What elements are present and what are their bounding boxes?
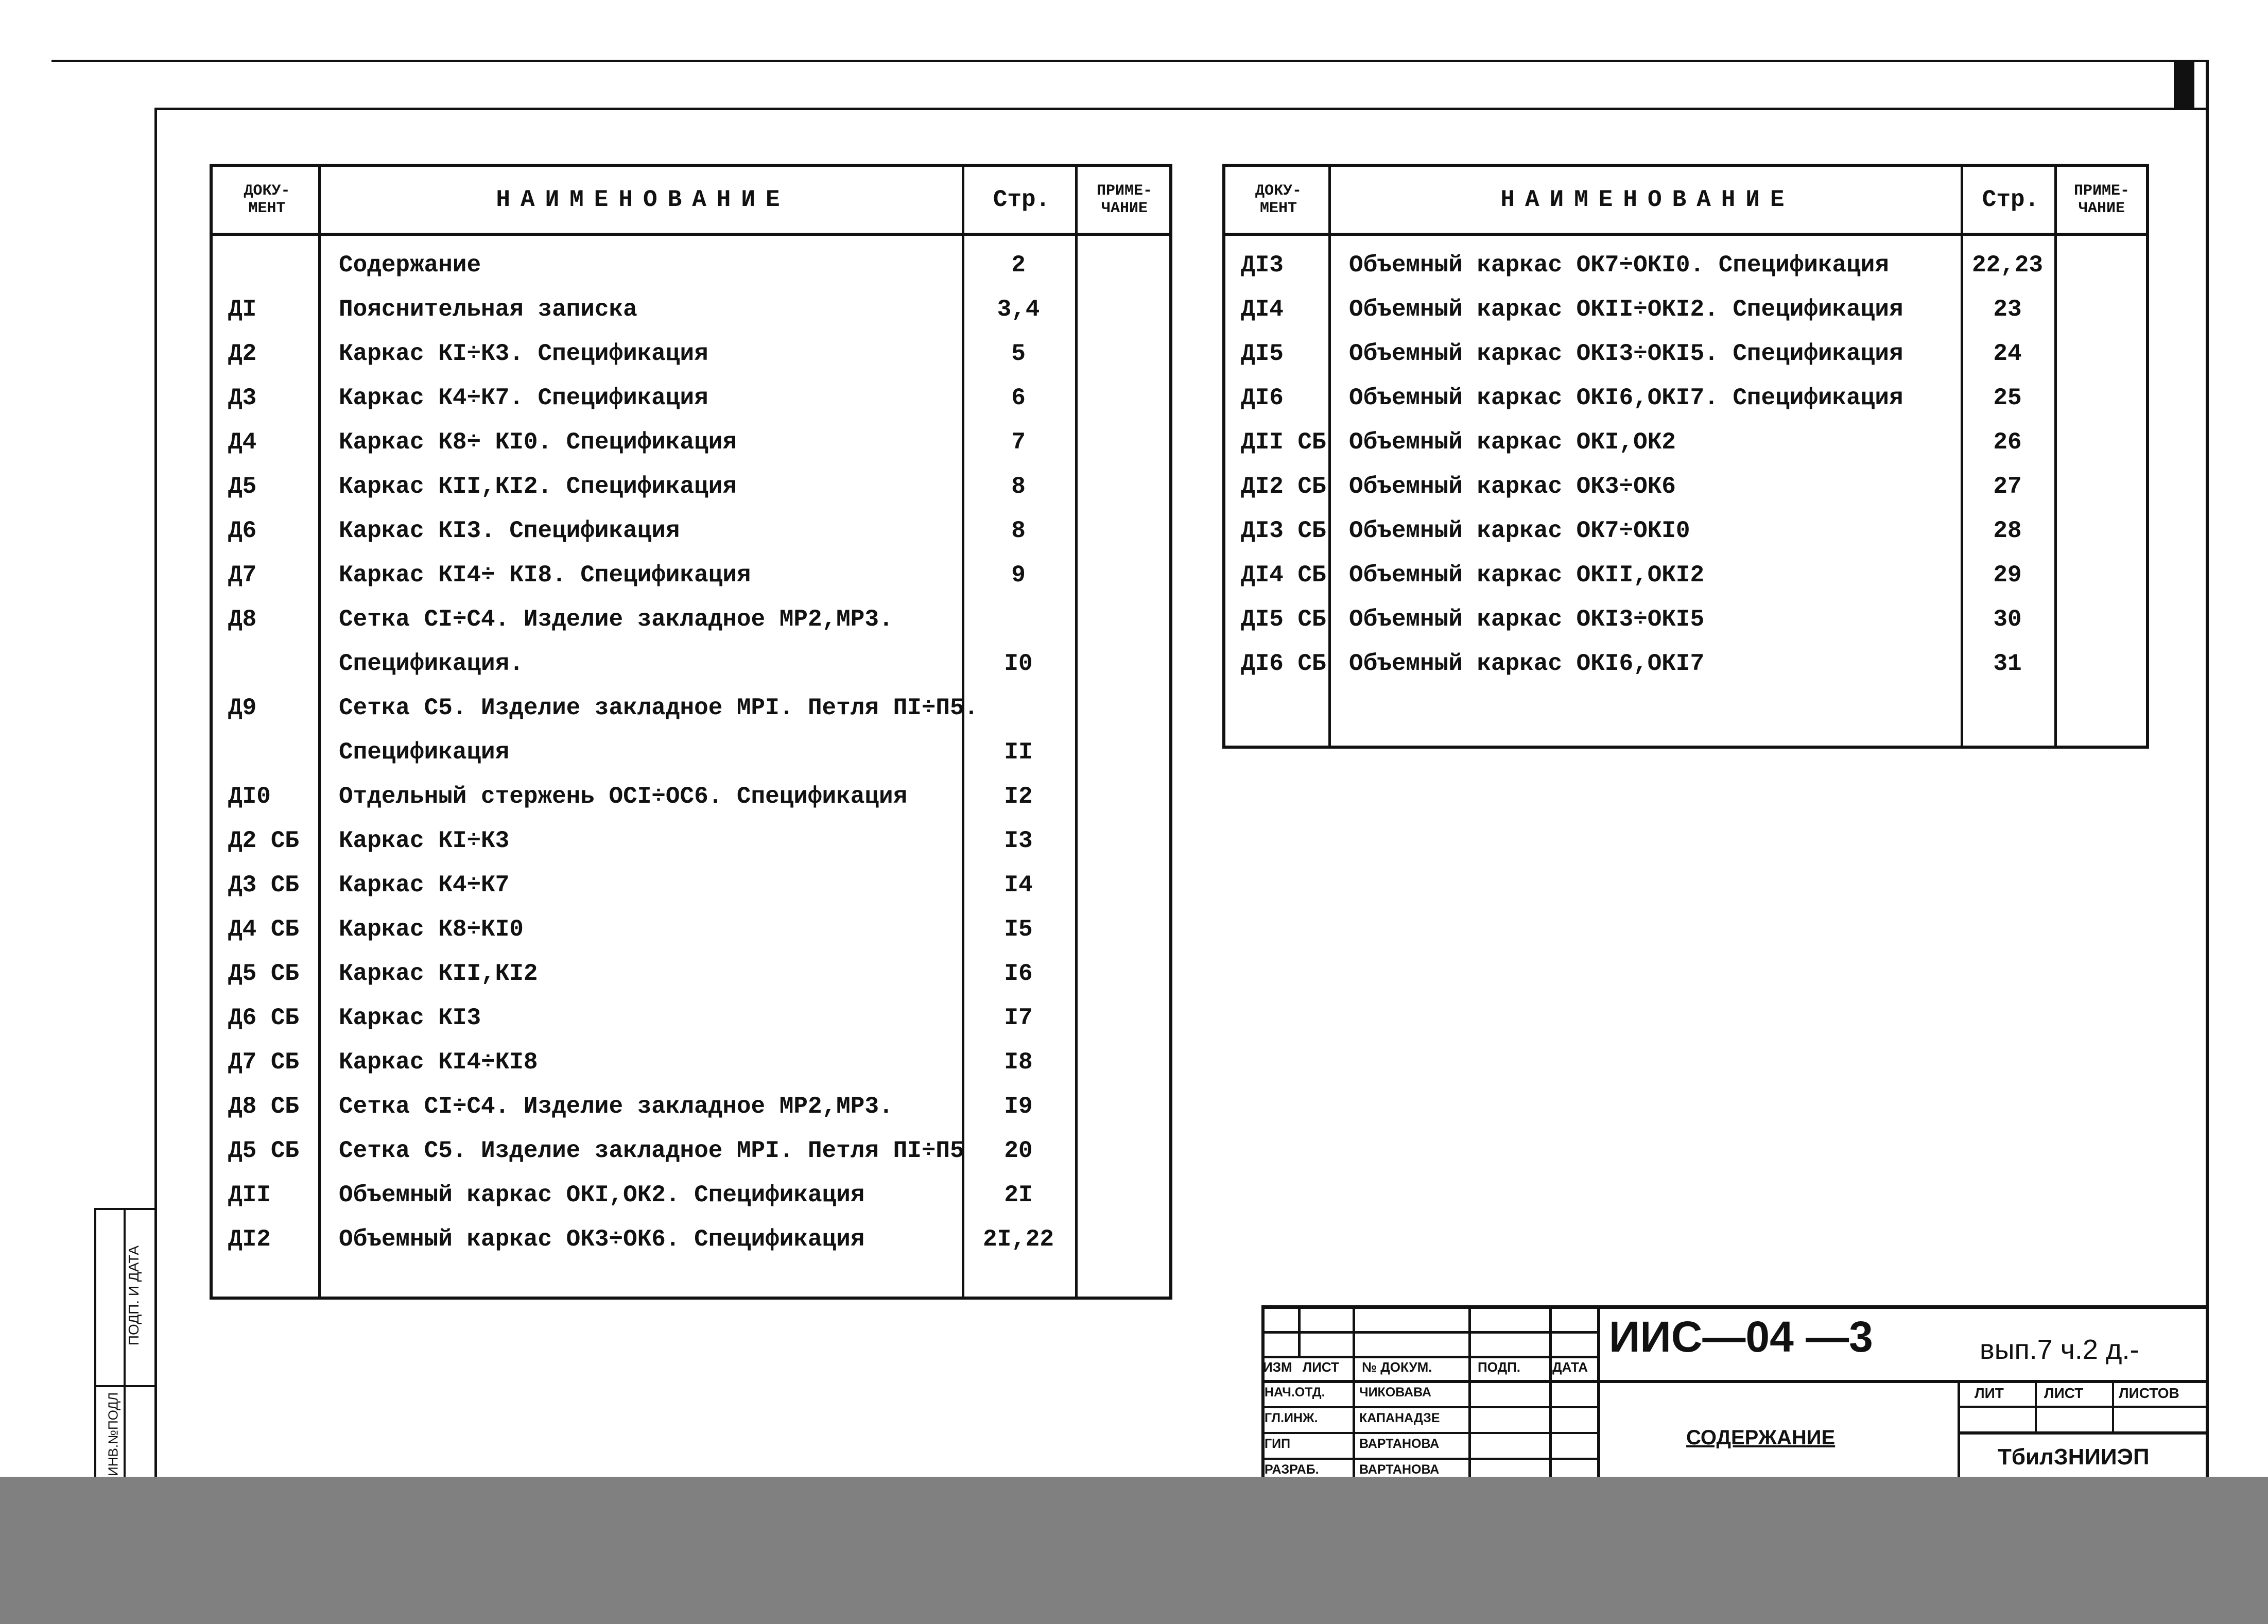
frame-corner-mark: [2174, 61, 2194, 109]
doc-cell: ДI6 СБ: [1241, 650, 1326, 677]
header-page: Стр.: [993, 186, 1050, 213]
name-cell: Объемный каркас ОКII,ОКI2: [1349, 562, 1705, 589]
doc-cell: Д6: [228, 517, 257, 544]
role-label: РАЗРАБ.: [1265, 1462, 1319, 1477]
doc-cell: ДII СБ: [1241, 429, 1326, 456]
table-header: [213, 167, 1169, 236]
table-row: [1225, 642, 2146, 686]
page-cell: 7: [1011, 429, 1026, 456]
frame-inner-top-line: [154, 108, 2209, 110]
page-cell: 20: [1004, 1137, 1033, 1164]
page-cell: I4: [1004, 872, 1033, 899]
doc-cell: Д5 СБ: [228, 1137, 300, 1164]
name-cell: Каркас К4÷К7: [339, 872, 510, 899]
page-cell: I2: [1004, 783, 1033, 810]
page-cell: I6: [1004, 960, 1033, 987]
table-row: [213, 730, 1169, 774]
table-row: [1225, 243, 2146, 287]
page-cell: 5: [1011, 340, 1026, 367]
table-row: [1225, 287, 2146, 332]
role-label: НАЧ.ОТД.: [1265, 1385, 1325, 1400]
table-header: [1225, 167, 2146, 236]
name-cell: Каркас КII,КI2. Спецификация: [339, 473, 737, 500]
label-sheets: ЛИСТОВ: [2119, 1385, 2179, 1401]
name-cell: Спецификация.: [339, 650, 524, 677]
page-cell: 31: [1993, 650, 2022, 677]
document-code: ИИС—04 —3: [1609, 1312, 1873, 1361]
doc-cell: ДII: [228, 1182, 271, 1208]
doc-cell: Д3: [228, 385, 257, 411]
name-cell: Сетка С5. Изделие закладное МРI. Петля ПI÷П5: [339, 1137, 964, 1164]
doc-cell: ДI5 СБ: [1241, 606, 1326, 633]
doc-cell: ДI: [228, 296, 257, 323]
table-row: [213, 1217, 1169, 1262]
page-cell: II: [1004, 739, 1033, 766]
page-cell: I8: [1004, 1049, 1033, 1076]
doc-cell: ДI2: [228, 1226, 271, 1253]
doc-cell: ДI4: [1241, 296, 1284, 323]
doc-cell: Д3 СБ: [228, 872, 300, 899]
page-cell: I3: [1004, 827, 1033, 854]
role-label: ГИП: [1265, 1437, 1291, 1451]
scan-border-band: [0, 1477, 2268, 1624]
header-note: ПРИМЕ-ЧАНИЕ: [1096, 182, 1153, 217]
page-cell: I7: [1004, 1005, 1033, 1031]
name-cell: Объемный каркас ОК3÷ОК6. Спецификация: [339, 1226, 865, 1253]
frame-right-line: [2206, 60, 2209, 1308]
doc-cell: Д8 СБ: [228, 1093, 300, 1120]
name-cell: Объемный каркас ОКI,ОК2: [1349, 429, 1676, 456]
doc-cell: ДI0: [228, 783, 271, 810]
doc-cell: Д4: [228, 429, 257, 456]
name-cell: Сетка СI÷С4. Изделие закладное МР2,МР3.: [339, 606, 893, 633]
name-cell: Каркас К4÷К7. Спецификация: [339, 385, 708, 411]
header-page: Стр.: [1982, 186, 2039, 213]
page-cell: 8: [1011, 473, 1026, 500]
table-row: [213, 509, 1169, 553]
name-cell: Каркас КI4÷КI8: [339, 1049, 538, 1076]
page-cell: I0: [1004, 650, 1033, 677]
name-cell: Объемный каркас ОКI6,ОКI7: [1349, 650, 1705, 677]
doc-cell: Д9: [228, 695, 257, 721]
table-row: [213, 553, 1169, 597]
page-cell: 3,4: [997, 296, 1040, 323]
name-cell: Каркас К8÷ КI0. Спецификация: [339, 429, 737, 456]
frame-left-line: [154, 108, 157, 1477]
doc-cell: Д7: [228, 562, 257, 589]
name-cell: Объемный каркас ОКI3÷ОКI5. Спецификация: [1349, 340, 1903, 367]
doc-cell: Д5 СБ: [228, 960, 300, 987]
page-cell: 28: [1993, 517, 2022, 544]
table-row: [213, 287, 1169, 332]
table-row: [213, 1084, 1169, 1129]
header-doc: ДОКУ-МЕНТ: [244, 182, 290, 217]
person-name: ЧИКОВАВА: [1359, 1385, 1431, 1400]
doc-cell: ДI2 СБ: [1241, 473, 1326, 500]
label-lit: ЛИТ: [1975, 1385, 2004, 1401]
page-cell: 27: [1993, 473, 2022, 500]
table-row: [213, 907, 1169, 952]
table-row: [213, 819, 1169, 863]
name-cell: Каркас КI3. Спецификация: [339, 517, 680, 544]
header-name: НАИМЕНОВАНИЕ: [496, 186, 790, 213]
table-row: [1225, 332, 2146, 376]
table-row: [213, 1129, 1169, 1173]
page-cell: 23: [1993, 296, 2022, 323]
role-label: ГЛ.ИНЖ.: [1265, 1411, 1318, 1425]
table-row: [213, 1173, 1169, 1217]
name-cell: Каркас КI÷К3. Спецификация: [339, 340, 708, 367]
table-row: [1225, 509, 2146, 553]
table-row: [213, 597, 1169, 642]
page-cell: 8: [1011, 517, 1026, 544]
table-row: [213, 686, 1169, 730]
table-row: [213, 332, 1169, 376]
doc-cell: Д5: [228, 473, 257, 500]
name-cell: Каркас КI4÷ КI8. Спецификация: [339, 562, 751, 589]
header-doc: ДОКУ-МЕНТ: [1255, 182, 1302, 217]
name-cell: Пояснительная записка: [339, 296, 637, 323]
table-row: [213, 376, 1169, 420]
name-cell: Сетка С5. Изделие закладное МРI. Петля ПI÷П5.: [339, 695, 979, 721]
contents-table-right: [1222, 164, 2149, 749]
doc-cell: Д6 СБ: [228, 1005, 300, 1031]
contents-table-left: [210, 164, 1172, 1300]
page-cell: 2I: [1004, 1182, 1033, 1208]
page-cell: 24: [1993, 340, 2022, 367]
doc-cell: Д2 СБ: [228, 827, 300, 854]
name-cell: Объемный каркас ОКI,ОК2. Спецификация: [339, 1182, 865, 1208]
doc-cell: Д4 СБ: [228, 916, 300, 943]
name-cell: Объемный каркас ОК7÷ОКI0: [1349, 517, 1690, 544]
doc-cell: ДI3: [1241, 252, 1284, 279]
person-name: ВАРТАНОВА: [1359, 1437, 1440, 1451]
header-note: ПРИМЕ-ЧАНИЕ: [2073, 182, 2130, 217]
doc-cell: ДI3 СБ: [1241, 517, 1326, 544]
label-izm: ИЗМ: [1263, 1359, 1292, 1375]
table-row: [213, 952, 1169, 996]
page-cell: 2: [1011, 252, 1026, 279]
table-row: [1225, 464, 2146, 509]
label-sign: ПОДП.: [1478, 1359, 1521, 1375]
table-row: [1225, 597, 2146, 642]
name-cell: Спецификация: [339, 739, 510, 766]
page-cell: 22,23: [1971, 252, 2044, 279]
stamp-inv-no: ИНВ.№ПОДЛ: [105, 1392, 121, 1476]
page-cell: 26: [1993, 429, 2022, 456]
name-cell: Отдельный стержень ОСI÷ОС6. Спецификация: [339, 783, 908, 810]
table-row: [1225, 420, 2146, 464]
frame-top-line: [51, 60, 2209, 62]
sheet-title: СОДЕРЖАНИЕ: [1686, 1426, 1836, 1449]
name-cell: Каркас КI3: [339, 1005, 481, 1031]
page-cell: I9: [1004, 1093, 1033, 1120]
page-cell: 9: [1011, 562, 1026, 589]
label-list: ЛИСТ: [1303, 1359, 1339, 1375]
person-name: КАПАНАДЗЕ: [1359, 1411, 1440, 1425]
person-name: ВАРТАНОВА: [1359, 1462, 1440, 1477]
name-cell: Сетка СI÷С4. Изделие закладное МР2,МР3.: [339, 1093, 893, 1120]
table-row: [213, 774, 1169, 819]
table-row: [213, 863, 1169, 907]
label-date: ДАТА: [1552, 1359, 1588, 1375]
label-doc-no: № ДОКУМ.: [1362, 1359, 1432, 1375]
page-cell: 30: [1993, 606, 2022, 633]
header-name: НАИМЕНОВАНИЕ: [1500, 186, 1795, 213]
doc-cell: Д2: [228, 340, 257, 367]
table-row: [213, 420, 1169, 464]
doc-cell: Д8: [228, 606, 257, 633]
stamp-sign-date: ПОДП. И ДАТА: [126, 1245, 142, 1346]
issue-label: вып.7 ч.2 д.-: [1980, 1334, 2139, 1365]
table-row: [213, 996, 1169, 1040]
label-sheet: ЛИСТ: [2044, 1385, 2084, 1401]
doc-cell: Д7 СБ: [228, 1049, 300, 1076]
name-cell: Каркас КII,КI2: [339, 960, 538, 987]
name-cell: Содержание: [339, 252, 481, 279]
name-cell: Объемный каркас ОКII÷ОКI2. Спецификация: [1349, 296, 1903, 323]
doc-cell: ДI5: [1241, 340, 1284, 367]
page-cell: 25: [1993, 385, 2022, 411]
table-row: [213, 1040, 1169, 1084]
page-cell: 29: [1993, 562, 2022, 589]
name-cell: Объемный каркас ОК3÷ОК6: [1349, 473, 1676, 500]
name-cell: Объемный каркас ОК7÷ОКI0. Спецификация: [1349, 252, 1889, 279]
page-cell: 2I,22: [982, 1226, 1054, 1253]
table-row: [1225, 376, 2146, 420]
page-cell: I5: [1004, 916, 1033, 943]
table-row: [213, 642, 1169, 686]
page-cell: 6: [1011, 385, 1026, 411]
table-row: [213, 243, 1169, 287]
doc-cell: ДI4 СБ: [1241, 562, 1326, 589]
name-cell: Объемный каркас ОКI6,ОКI7. Спецификация: [1349, 385, 1903, 411]
organization: ТбилЗНИИЭП: [1998, 1444, 2150, 1470]
name-cell: Объемный каркас ОКI3÷ОКI5: [1349, 606, 1705, 633]
doc-cell: ДI6: [1241, 385, 1284, 411]
name-cell: Каркас КI÷К3: [339, 827, 510, 854]
table-row: [1225, 553, 2146, 597]
table-row: [213, 464, 1169, 509]
name-cell: Каркас К8÷КI0: [339, 916, 524, 943]
